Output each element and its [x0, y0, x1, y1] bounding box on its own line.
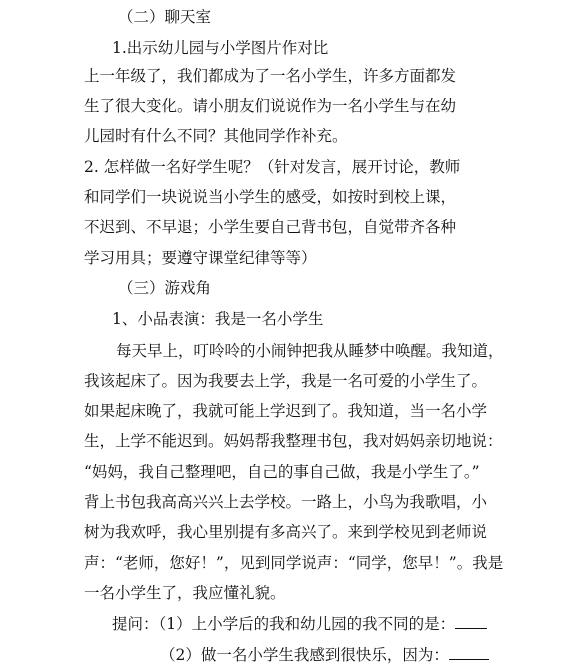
answer-blank-1[interactable]: [455, 614, 487, 629]
story-line: 我该起床了。因为我要去上学，我是一名可爱的小学生了。: [84, 372, 488, 390]
question-1: [112, 614, 487, 634]
section-heading-game: （三）游戏角: [118, 279, 212, 297]
story-line: “妈妈，我自己整理吧，自己的事自己做，我是小学生了。”: [84, 463, 480, 481]
question-2-text: （2）做一名小学生我感到很快乐，因为：: [160, 646, 449, 664]
question-2: [160, 645, 489, 665]
item-1-title: 1.出示幼儿园与小学图片作对比: [112, 39, 329, 57]
paragraph-line: 学习用具；要遵守课堂纪律等等）: [84, 249, 317, 267]
paragraph-line: 和同学们一块说说当小学生的感受，如按时到校上课，: [84, 188, 457, 206]
story-line: 声：“老师，您好！”，见到同学说声：“同学，您早！”。我是: [84, 554, 504, 572]
paragraph-line: 生了很大变化。请小朋友们说说作为一名小学生与在幼: [84, 97, 457, 115]
answer-blank-2[interactable]: [449, 645, 489, 660]
story-line: 树为我欢呼，我心里别提有多高兴了。来到学校见到老师说: [84, 523, 488, 541]
section-heading-chat: （二）聊天室: [118, 8, 212, 26]
paragraph-line: 上一年级了，我们都成为了一名小学生，许多方面都发: [84, 67, 457, 85]
story-line: 如果起床晚了，我就可能上学迟到了。我知道，当一名小学: [84, 402, 488, 420]
story-line: 一名小学生了，我应懂礼貌。: [84, 584, 286, 602]
paragraph-line: 不迟到、不早退；小学生要自己背书包，自觉带齐各种: [84, 218, 457, 236]
paragraph-line: 儿园时有什么不同？其他同学作补充。: [84, 127, 348, 145]
story-line: 背上书包我高高兴兴上去学校。一路上，小鸟为我歌唱，小: [84, 493, 488, 511]
question-1-text: 提问：（1）上小学后的我和幼儿园的我不同的是：: [112, 615, 456, 633]
paragraph-line: 2. 怎样做一名好学生呢？（针对发言，展开讨论，教师: [84, 158, 461, 176]
story-line: 生，上学不能迟到。妈妈帮我整理书包，我对妈妈亲切地说：: [84, 432, 503, 450]
sketch-title: 1、小品表演：我是一名小学生: [112, 310, 324, 328]
story-line: 每天早上，叮呤呤的小闹钟把我从睡梦中唤醒。我知道，: [116, 342, 504, 360]
